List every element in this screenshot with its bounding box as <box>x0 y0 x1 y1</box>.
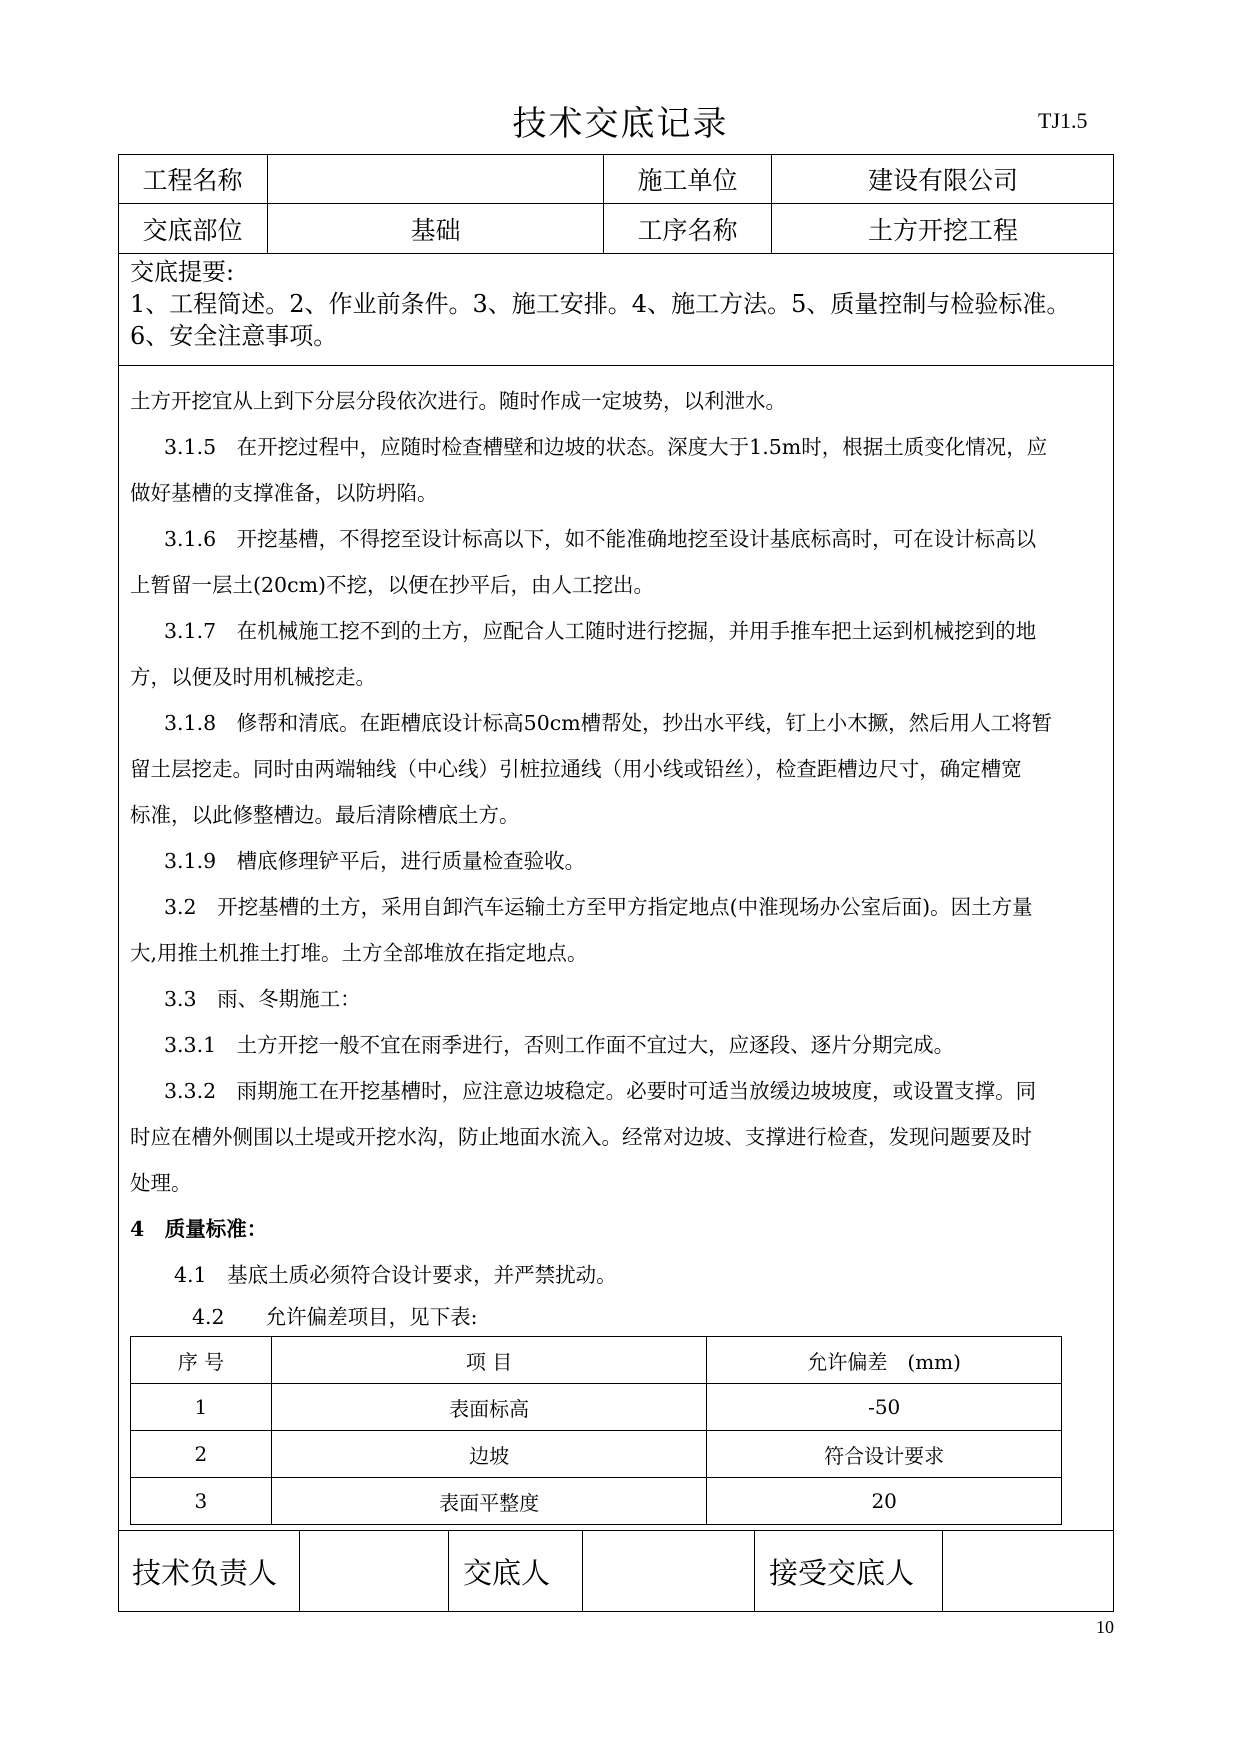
receiver-value <box>943 1531 1114 1612</box>
content-line: 3.1.7 在机械施工挖不到的土方，应配合人工随时进行挖掘，并用手推车把土运到机械挖到的地 <box>164 619 1037 643</box>
table-cell: 20 <box>707 1478 1062 1525</box>
content-line: 3.3.2 雨期施工在开挖基槽时，应注意边坡稳定。必要时可适当放缓边坡坡度，或设置支撑。同 <box>164 1079 1037 1103</box>
tech-lead-label: 技术负责人 <box>118 1531 300 1612</box>
project-name-label: 工程名称 <box>118 154 268 203</box>
content-line: 3.1.8 修帮和清底。在距槽底设计标高50cm槽帮处，抄出水平线，钉上小木撅，然后用人工将暂 <box>164 711 1053 735</box>
content-line: 上暂留一层土(20cm)不挖，以便在抄平后，由人工挖出。 <box>130 573 654 597</box>
form-code: TJ1.5 <box>1038 108 1088 133</box>
receiver-label: 接受交底人 <box>755 1531 943 1612</box>
table-header-cell: 项 目 <box>271 1337 707 1384</box>
summary-line-2: 6、安全注意事项。 <box>130 322 338 350</box>
table-cell: 1 <box>131 1384 272 1431</box>
construction-unit-label: 施工单位 <box>604 154 772 203</box>
content-line: 做好基槽的支撑准备，以防坍陷。 <box>130 481 438 505</box>
content-line: 留土层挖走。同时由两端轴线（中心线）引桩拉通线（用小线或铅丝），检查距槽边尺寸，确定槽宽 <box>130 757 1022 781</box>
tech-lead-value <box>300 1531 449 1612</box>
table-header-row <box>131 1337 1062 1384</box>
discloser-value <box>583 1531 755 1612</box>
project-name-value <box>268 154 604 203</box>
table-cell: -50 <box>707 1384 1062 1431</box>
content-line: 3.3.1 土方开挖一般不宜在雨季进行，否则工作面不宜过大，应逐段、逐片分期完成。 <box>164 1033 955 1057</box>
table-cell: 2 <box>131 1431 272 1478</box>
content-line: 3.1.6 开挖基槽，不得挖至设计标高以下，如不能准确地挖至设计基底标高时，可在设计标高以 <box>164 527 1037 551</box>
part-value: 基础 <box>268 204 604 253</box>
construction-unit-value: 建设有限公司 <box>867 165 1018 195</box>
table-row <box>131 1384 1062 1431</box>
summary-section <box>118 254 1114 366</box>
content-line: 处理。 <box>130 1171 192 1195</box>
table-row <box>131 1431 1062 1478</box>
table-cell: 表面标高 <box>271 1384 707 1431</box>
header-row-2 <box>118 204 1114 254</box>
content-line: 4.1 基底土质必须符合设计要求，并严禁扰动。 <box>174 1263 617 1287</box>
quality-heading: 4 质量标准： <box>130 1217 268 1241</box>
content-line: 标准，以此修整槽边。最后清除槽底土方。 <box>130 803 520 827</box>
signature-row <box>118 1530 1114 1612</box>
content-line: 时应在槽外侧围以土堤或开挖水沟，防止地面水流入。经常对边坡、支撑进行检查，发现问题要及时 <box>130 1125 1032 1149</box>
content-line: 土方开挖宜从上到下分层分段依次进行。随时作成一定坡势，以利泄水。 <box>130 389 786 413</box>
deviation-table <box>130 1336 1062 1525</box>
header-row-1 <box>118 154 1114 204</box>
process-value: 土方开挖工程 <box>867 215 1018 245</box>
content-line: 3.1.5 在开挖过程中，应随时检查槽壁和边坡的状态。深度大于1.5m时，根据土质变化情况，应 <box>164 435 1048 459</box>
content-line: 3.3 雨、冬期施工： <box>164 987 361 1011</box>
page-number: 10 <box>1096 1617 1114 1637</box>
part-label: 交底部位 <box>118 204 268 253</box>
content-line: 3.1.9 槽底修理铲平后，进行质量检查验收。 <box>164 849 586 873</box>
table-cell: 边坡 <box>271 1431 707 1478</box>
document-title: 技术交底记录 <box>512 104 729 144</box>
content-body <box>130 378 1105 1336</box>
content-line: 3.2 开挖基槽的土方，采用自卸汽车运输土方至甲方指定地点(中淮现场办公室后面)。因土方量 <box>164 895 1033 919</box>
table-header-cell: 序 号 <box>131 1337 272 1384</box>
summary-label: 交底提要: <box>130 258 235 286</box>
process-label: 工序名称 <box>604 204 772 253</box>
table-cell: 3 <box>131 1478 272 1525</box>
table-header-cell: 允许偏差 (mm) <box>707 1337 1062 1384</box>
table-cell: 符合设计要求 <box>707 1431 1062 1478</box>
summary-line-1: 1、工程简述。2、作业前条件。3、施工安排。4、施工方法。5、质量控制与检验标准。 <box>130 290 1071 318</box>
content-line: 4.2 允许偏差项目，见下表: <box>192 1305 478 1329</box>
table-cell: 表面平整度 <box>271 1478 707 1525</box>
table-row <box>131 1478 1062 1525</box>
content-line: 方，以便及时用机械挖走。 <box>130 665 376 689</box>
content-line: 大,用推土机推土打堆。土方全部堆放在指定地点。 <box>130 941 588 965</box>
discloser-label: 交底人 <box>449 1531 583 1612</box>
